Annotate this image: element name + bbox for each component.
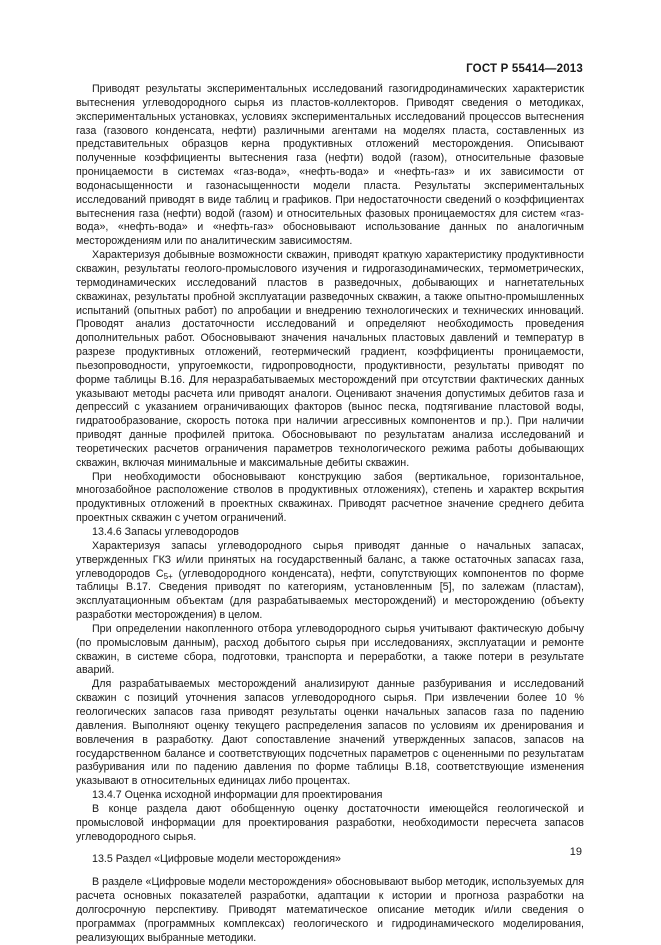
section-heading-13-4-7: 13.4.7 Оценка исходной информации для проектирования <box>92 789 383 802</box>
standard-code: ГОСТ Р 55414—2013 <box>466 63 583 75</box>
paragraph-displacement-studies: Приводят результаты экспериментальных исследований газогидродинамических характеристик вытеснения углеводородного сырья из пластов-коллекторов. Приводят сведения о методиках, экспериментальных установках, условиях экспериментальных исследований процессов вытеснения газа (газового конденсата, нефти) различными агентами на моделях пласта, составленных из представительных образцов керна продуктивных отложений месторождения. Описывают полученные коэффициенты вытеснения газа (нефти) водой (газом), относительные фазовые проницаемости в системах «газ-вода», «нефть-вода» и «нефть-газ» и их зависимости от водонасыщенности и газонасыщенности модели пласта. Результаты экспериментальных исследований приводят в виде таблиц и графиков. При недостаточности сведений о коэффициентах вытеснения газа (нефти) водой (газом) и относительных фазовых проницаемостях для систем «газ-вода», «нефть-вода» и «нефть-газ» обосновывают использование данных по аналогичным месторождениям или по аналитическим зависимостям. <box>76 83 584 248</box>
reserves-text-start: Характеризуя запасы углеводородного сырья приводят данные о начальных запасах, утвержденных ГКЗ и/или принятых на государственный баланс, а также остаточных запасах газа, углеводородов <box>76 539 584 580</box>
paragraph-cumulative-production: При определении накопленного отбора углеводородного сырья учитывают фактическую добычу (по промысловым данным), расход добытого сырья при исследованиях, эксплуатации и ремонте скважин, в системе сбора, подготовки, транспорта и переработки, а также потери в результате аварий. <box>76 622 584 677</box>
page-number: 19 <box>569 846 582 858</box>
section-heading-13-4-6: 13.4.6 Запасы углеводородов <box>92 526 239 538</box>
component-symbol: C <box>155 567 164 580</box>
reserves-text-end: (углеводородного конденсата), нефти, сопутствующих компонентов по форме таблицы В.17. Сведения приводят по категориям, установленным [5], по залежам (пластам), эксплуатационным объектам (для разрабатываемых месторождений) и месторождению (объекту разработки месторождения) в целом. <box>76 567 584 622</box>
component-subscript: 5+ <box>163 571 173 581</box>
section-heading-13-5: 13.5 Раздел «Цифровые модели месторождения» <box>92 853 341 866</box>
paragraph-bottomhole-design: При необходимости обосновывают конструкцию забоя (вертикальное, горизонтальное, многозабойное расположение стволов в продуктивных отложениях), степень и характер вскрытия продуктивных отложений в проектных скважинах. Приводят расчетное значение среднего дебита проектных скважин с учетом ограничений. <box>76 470 584 525</box>
paragraph-well-productivity: Характеризуя добывные возможности скважин, приводят краткую характеристику продуктивности скважин, результаты геолого-промыслового изучения и гидрогазодинамических, термометрических, термодинамических исследований пластов в разведочных, добывающих и нагнетательных скважинах, результаты пробной эксплуатации разведочных скважин, а также опытно-промышленных испытаний (опытных работ) по апробации и внедрению технологических и технических инноваций. Проводят анализ достаточности исследований и определяют необходимость проведения дополнительных работ. Обосновывают значения начальных пластовых давлений и температур в разрезе продуктивных отложений, геотермический градиент, коэффициенты проницаемости, пьезопроводности, упругоемкости, гидропроводности, продуктивности, результаты приводят по форме таблицы В.16. Для неразрабатываемых месторождений при отсутствии фактических данных указывают методы расчета или приводят аналоги. Оценивают значения допустимых дебитов газа и депрессий с указанием ограничивающих факторов (вынос песка, подтягивание пластовой воды, гидратообразование, скорость потока при наличии агрессивных компонентов и пр.). При наличии приводят данные профилей притока. Обосновывают по результатам анализа исследований и теоретических расчетов ограничения параметров технологического режима работы добывающих скважин, включая минимальные и максимальные дебиты скважин. <box>76 249 584 469</box>
document-body <box>76 83 584 945</box>
paragraph-information-assessment: В конце раздела дают обобщенную оценку достаточности имеющейся геологической и промысловой информации для проектирования разработки, необходимости пересчета запасов углеводородного сырья. <box>76 802 584 843</box>
paragraph-developed-fields: Для разрабатываемых месторождений анализируют данные разбуривания и исследований скважин с позиций уточнения запасов углеводородного сырья. При извлечении более 10 % геологических запасов газа приводят результаты оценки начальных запасов газа по падению давления. Выполняют оценку текущего распределения запасов по условиям их дренирования и вовлечения в разработку. Дают сопоставление значений утвержденных запасов, запасов на государственном балансе и соответствующих подсчетных параметров с оцененными по результатам разбуривания или по падению давления по форме таблицы В.18, соответствующие изменения указывают в относительных единицах либо процентах. <box>76 678 584 788</box>
paragraph-digital-models: В разделе «Цифровые модели месторождения» обосновывают выбор методик, используемых для расчета основных показателей разработки, адаптации к истории и прогноза разработки на долгосрочную перспективу. Приводят математическое описание методик и/или сведения о программах (программных комплексах) геологического и гидродинамического моделирования, реализующих выбранные методики. <box>76 876 584 944</box>
paragraph-reserves <box>76 540 584 623</box>
